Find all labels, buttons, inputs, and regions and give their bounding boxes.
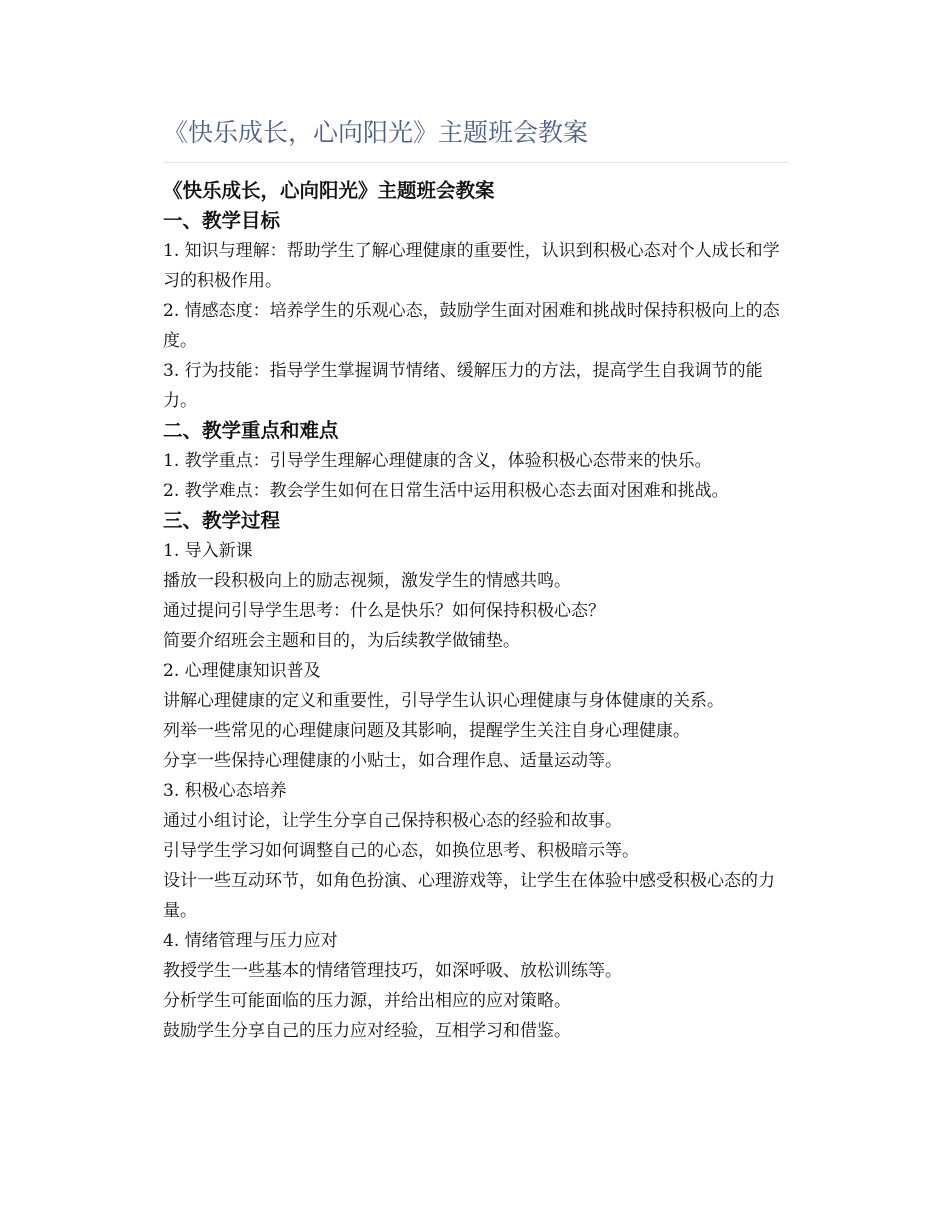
section-heading: 三、教学过程 [163,509,281,532]
paragraph: 分享一些保持心理健康的小贴士，如合理作息、适量运动等。 [163,751,622,771]
paragraph: 通过小组讨论，让学生分享自己保持积极心态的经验和故事。 [163,811,622,831]
paragraph: 1. 教学重点：引导学生理解心理健康的含义，体验积极心态带来的快乐。 [163,451,712,471]
paragraph: 简要介绍班会主题和目的，为后续教学做铺垫。 [163,631,520,651]
step-title: 3. 积极心态培养 [163,781,287,801]
section-heading: 一、教学目标 [163,209,281,232]
paragraph: 播放一段积极向上的励志视频，激发学生的情感共鸣。 [163,571,571,591]
section-teaching-process [163,506,788,1046]
lesson-plan-title: 《快乐成长，心向阳光》主题班会教案 [163,179,495,202]
paragraph: 1. 知识与理解：帮助学生了解心理健康的重要性，认识到积极心态对个人成长和学习的积极作用。 [163,241,780,291]
paragraph: 通过提问引导学生思考：什么是快乐？如何保持积极心态？ [163,601,605,621]
document-page [163,110,788,1046]
step-title: 4. 情绪管理与压力应对 [163,931,338,951]
paragraph: 2. 教学难点：教会学生如何在日常生活中运用积极心态去面对困难和挑战。 [163,481,729,501]
paragraph: 设计一些互动环节，如角色扮演、心理游戏等，让学生在体验中感受积极心态的力量。 [163,871,775,921]
step-title: 1. 导入新课 [163,541,253,561]
paragraph: 鼓励学生分享自己的压力应对经验，互相学习和借鉴。 [163,1021,571,1041]
paragraph: 2. 情感态度：培养学生的乐观心态，鼓励学生面对困难和挑战时保持积极向上的态度。 [163,301,780,351]
section-teaching-goals [163,206,788,416]
section-key-points [163,416,788,506]
step-title: 2. 心理健康知识普及 [163,661,321,681]
paragraph: 分析学生可能面临的压力源，并给出相应的应对策略。 [163,991,571,1011]
paragraph: 教授学生一些基本的情绪管理技巧，如深呼吸、放松训练等。 [163,961,622,981]
section-heading: 二、教学重点和难点 [163,419,339,442]
document-title: 《快乐成长，心向阳光》主题班会教案 [163,118,589,147]
title-divider [163,162,788,163]
paragraph: 3. 行为技能：指导学生掌握调节情绪、缓解压力的方法，提高学生自我调节的能力。 [163,361,763,411]
paragraph: 列举一些常见的心理健康问题及其影响，提醒学生关注自身心理健康。 [163,721,690,741]
paragraph: 引导学生学习如何调整自己的心态，如换位思考、积极暗示等。 [163,841,639,861]
paragraph: 讲解心理健康的定义和重要性，引导学生认识心理健康与身体健康的关系。 [163,691,724,711]
